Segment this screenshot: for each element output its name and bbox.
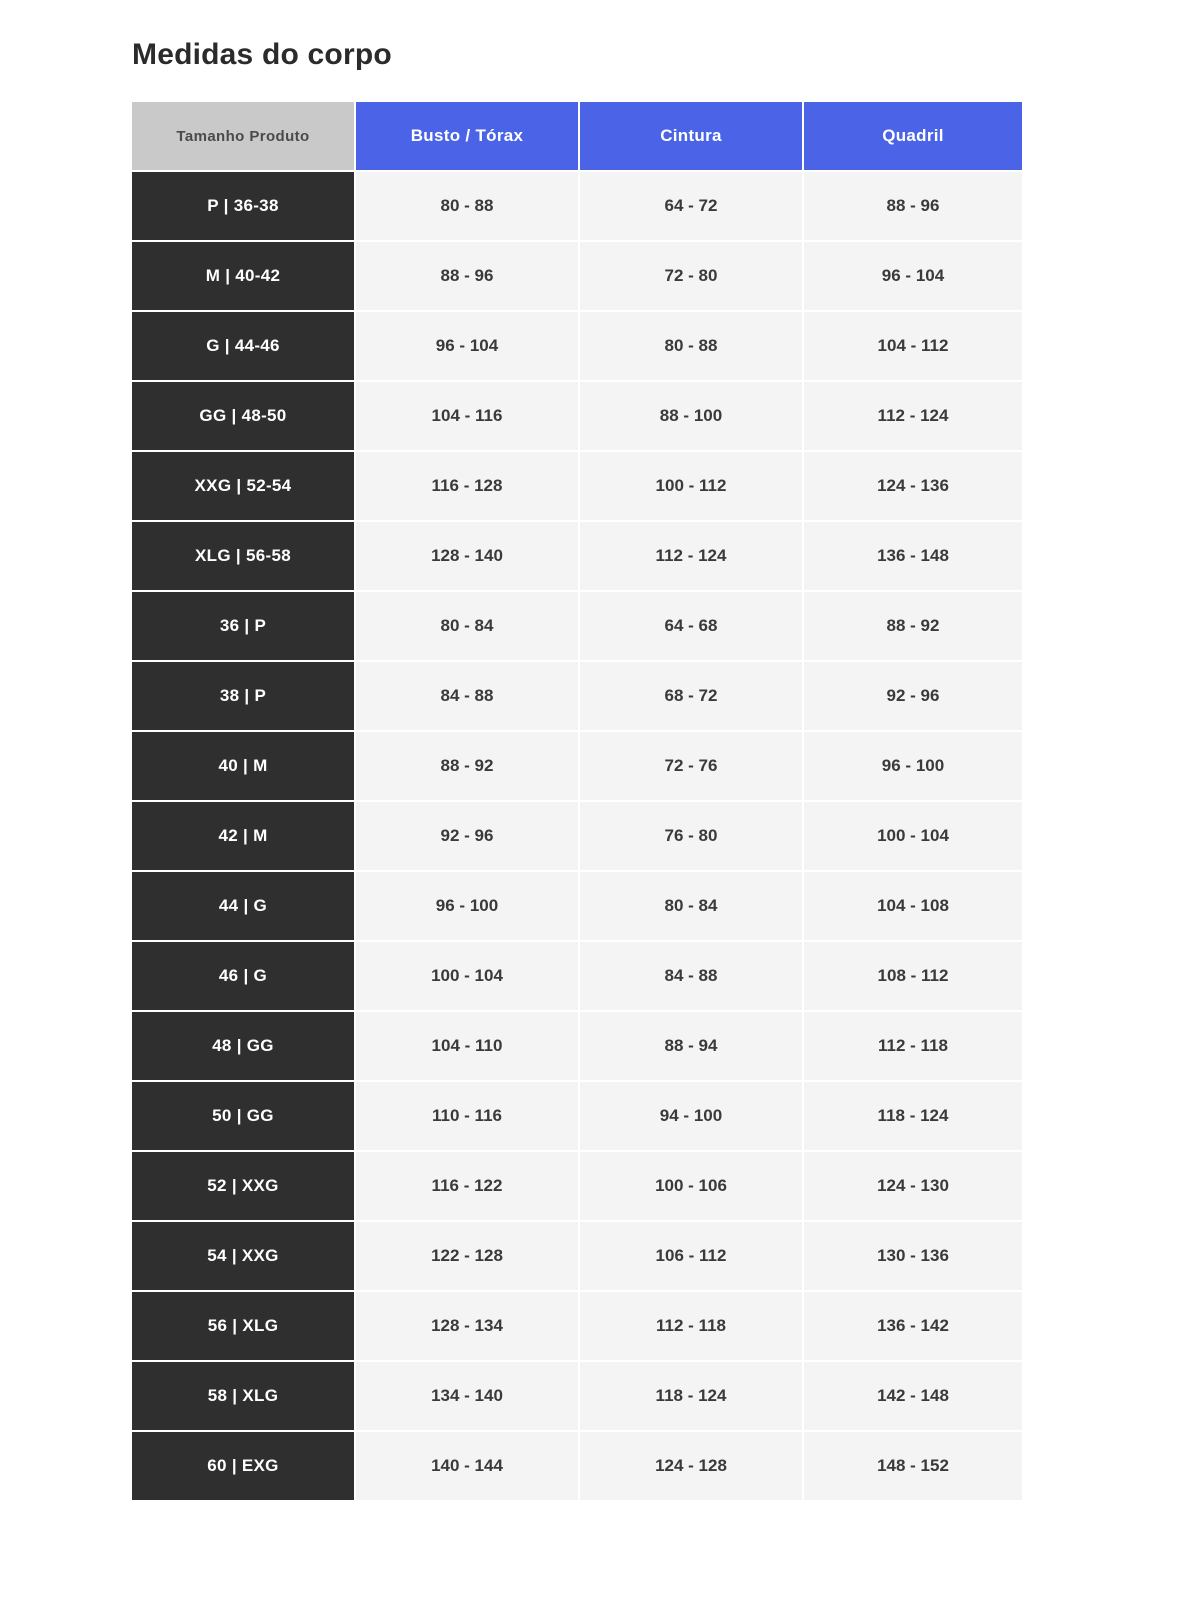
- cell-hip: 142 - 148: [804, 1362, 1022, 1430]
- row-size-label: 44 | G: [132, 872, 354, 940]
- table-row: [132, 242, 1022, 310]
- cell-waist: 84 - 88: [580, 942, 802, 1010]
- cell-bust: 96 - 104: [356, 312, 578, 380]
- column-header-size: Tamanho Produto: [132, 102, 354, 170]
- cell-bust: 84 - 88: [356, 662, 578, 730]
- cell-bust: 110 - 116: [356, 1082, 578, 1150]
- table-row: [132, 872, 1022, 940]
- cell-hip: 112 - 118: [804, 1012, 1022, 1080]
- row-size-label: P | 36-38: [132, 172, 354, 240]
- cell-waist: 76 - 80: [580, 802, 802, 870]
- cell-bust: 104 - 116: [356, 382, 578, 450]
- cell-bust: 96 - 100: [356, 872, 578, 940]
- table-row: [132, 1362, 1022, 1430]
- cell-waist: 80 - 84: [580, 872, 802, 940]
- cell-hip: 124 - 130: [804, 1152, 1022, 1220]
- cell-waist: 118 - 124: [580, 1362, 802, 1430]
- cell-hip: 124 - 136: [804, 452, 1022, 520]
- cell-waist: 80 - 88: [580, 312, 802, 380]
- table-row: [132, 452, 1022, 520]
- cell-hip: 136 - 148: [804, 522, 1022, 590]
- table-header-row: [132, 102, 1022, 170]
- cell-bust: 128 - 134: [356, 1292, 578, 1360]
- table-row: [132, 1292, 1022, 1360]
- table-header: [132, 102, 1022, 170]
- cell-bust: 134 - 140: [356, 1362, 578, 1430]
- row-size-label: 36 | P: [132, 592, 354, 660]
- table-row: [132, 1082, 1022, 1150]
- cell-bust: 116 - 122: [356, 1152, 578, 1220]
- cell-waist: 112 - 118: [580, 1292, 802, 1360]
- cell-hip: 118 - 124: [804, 1082, 1022, 1150]
- cell-bust: 104 - 110: [356, 1012, 578, 1080]
- column-header-waist: Cintura: [580, 102, 802, 170]
- cell-bust: 128 - 140: [356, 522, 578, 590]
- cell-hip: 88 - 92: [804, 592, 1022, 660]
- cell-hip: 96 - 100: [804, 732, 1022, 800]
- cell-waist: 72 - 76: [580, 732, 802, 800]
- table-row: [132, 1152, 1022, 1220]
- row-size-label: 60 | EXG: [132, 1432, 354, 1500]
- cell-hip: 100 - 104: [804, 802, 1022, 870]
- row-size-label: 46 | G: [132, 942, 354, 1010]
- cell-hip: 148 - 152: [804, 1432, 1022, 1500]
- cell-bust: 80 - 88: [356, 172, 578, 240]
- table-row: [132, 522, 1022, 590]
- table-row: [132, 662, 1022, 730]
- table-row: [132, 172, 1022, 240]
- cell-waist: 100 - 112: [580, 452, 802, 520]
- body-measurements-table: [130, 100, 1024, 1502]
- row-size-label: 50 | GG: [132, 1082, 354, 1150]
- cell-bust: 92 - 96: [356, 802, 578, 870]
- cell-hip: 108 - 112: [804, 942, 1022, 1010]
- cell-bust: 122 - 128: [356, 1222, 578, 1290]
- row-size-label: G | 44-46: [132, 312, 354, 380]
- row-size-label: 40 | M: [132, 732, 354, 800]
- cell-waist: 88 - 94: [580, 1012, 802, 1080]
- cell-hip: 88 - 96: [804, 172, 1022, 240]
- cell-bust: 100 - 104: [356, 942, 578, 1010]
- table-row: [132, 382, 1022, 450]
- cell-waist: 100 - 106: [580, 1152, 802, 1220]
- table-row: [132, 1432, 1022, 1500]
- row-size-label: 52 | XXG: [132, 1152, 354, 1220]
- cell-waist: 88 - 100: [580, 382, 802, 450]
- cell-hip: 104 - 108: [804, 872, 1022, 940]
- cell-hip: 104 - 112: [804, 312, 1022, 380]
- row-size-label: 54 | XXG: [132, 1222, 354, 1290]
- table-row: [132, 942, 1022, 1010]
- cell-waist: 64 - 68: [580, 592, 802, 660]
- cell-hip: 92 - 96: [804, 662, 1022, 730]
- table-row: [132, 1012, 1022, 1080]
- row-size-label: M | 40-42: [132, 242, 354, 310]
- table-row: [132, 312, 1022, 380]
- cell-waist: 94 - 100: [580, 1082, 802, 1150]
- cell-bust: 88 - 92: [356, 732, 578, 800]
- row-size-label: XXG | 52-54: [132, 452, 354, 520]
- table-body: [132, 172, 1022, 1500]
- row-size-label: 38 | P: [132, 662, 354, 730]
- cell-waist: 68 - 72: [580, 662, 802, 730]
- cell-waist: 72 - 80: [580, 242, 802, 310]
- page-title: Medidas do corpo: [132, 38, 392, 71]
- cell-waist: 106 - 112: [580, 1222, 802, 1290]
- row-size-label: 58 | XLG: [132, 1362, 354, 1430]
- cell-bust: 140 - 144: [356, 1432, 578, 1500]
- cell-waist: 64 - 72: [580, 172, 802, 240]
- cell-hip: 130 - 136: [804, 1222, 1022, 1290]
- table-row: [132, 592, 1022, 660]
- cell-waist: 112 - 124: [580, 522, 802, 590]
- cell-waist: 124 - 128: [580, 1432, 802, 1500]
- row-size-label: 48 | GG: [132, 1012, 354, 1080]
- cell-bust: 116 - 128: [356, 452, 578, 520]
- row-size-label: GG | 48-50: [132, 382, 354, 450]
- column-header-bust: Busto / Tórax: [356, 102, 578, 170]
- cell-bust: 88 - 96: [356, 242, 578, 310]
- table-row: [132, 1222, 1022, 1290]
- cell-bust: 80 - 84: [356, 592, 578, 660]
- row-size-label: XLG | 56-58: [132, 522, 354, 590]
- table-row: [132, 802, 1022, 870]
- column-header-hip: Quadril: [804, 102, 1022, 170]
- row-size-label: 56 | XLG: [132, 1292, 354, 1360]
- cell-hip: 136 - 142: [804, 1292, 1022, 1360]
- row-size-label: 42 | M: [132, 802, 354, 870]
- cell-hip: 112 - 124: [804, 382, 1022, 450]
- table-row: [132, 732, 1022, 800]
- cell-hip: 96 - 104: [804, 242, 1022, 310]
